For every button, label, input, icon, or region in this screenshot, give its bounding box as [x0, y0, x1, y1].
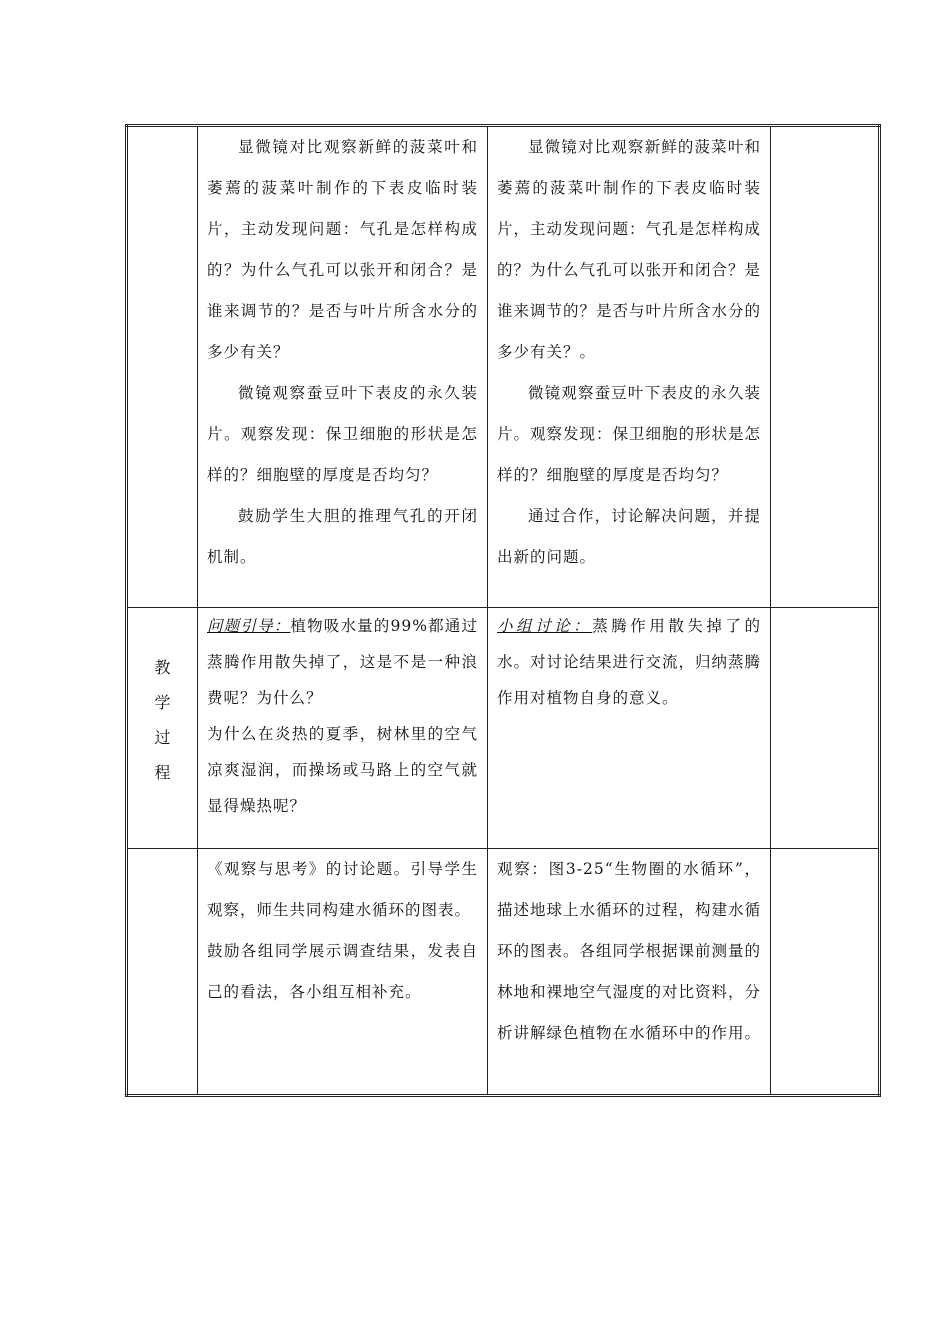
paragraph-text: 植物吸水量的99%都通过蒸腾作用散失掉了，这是不是一种浪费呢？为什么？ [207, 617, 478, 707]
section-label-char: 程 [154, 763, 171, 782]
student-activity-cell [488, 608, 771, 849]
notes-cell [771, 126, 880, 608]
teacher-activity-cell [198, 608, 488, 849]
table-row [127, 126, 880, 608]
table-row [127, 608, 880, 849]
section-label-char: 教 [154, 658, 171, 677]
section-label-cell [127, 608, 198, 849]
student-activity-cell [488, 849, 771, 1096]
paragraph: 微镜观察蚕豆叶下表皮的永久装片。观察发现：保卫细胞的形状是怎样的？细胞壁的厚度是否均匀？ [207, 384, 478, 484]
section-label-cell [127, 849, 198, 1096]
paragraph: 通过合作，讨论解决问题，并提出新的问题。 [497, 507, 761, 566]
section-label-teaching-process [128, 608, 197, 790]
paragraph [497, 608, 761, 716]
paragraph: 显微镜对比观察新鲜的菠菜叶和萎蔫的菠菜叶制作的下表皮临时装片，主动发现问题：气孔是怎样构成的？为什么气孔可以张开和闭合？是谁来调节的？是否与叶片所含水分的多少有关？。 [497, 138, 762, 361]
paragraph: 显微镜对比观察新鲜的菠菜叶和萎蔫的菠菜叶制作的下表皮临时装片，主动发现问题：气孔是怎样构成的？为什么气孔可以张开和闭合？是谁来调节的？是否与叶片所含水分的多少有关？ [207, 138, 478, 361]
paragraph [207, 608, 478, 716]
question-guide-label: 问题引导： [207, 617, 291, 635]
paragraph: 《观察与思考》的讨论题。引导学生观察，师生共同构建水循环的图表。 [207, 860, 478, 919]
notes-cell [771, 608, 880, 849]
paragraph: 鼓励各组同学展示调查结果，发表自己的看法，各小组互相补充。 [207, 942, 478, 1001]
notes-cell [771, 849, 880, 1096]
paragraph: 鼓励学生大胆的推理气孔的开闭机制。 [207, 507, 478, 566]
teacher-activity-cell [198, 126, 488, 608]
paragraph: 观察：图3-25“生物圈的水循环”，描述地球上水循环的过程，构建水循环的图表。各组同学根据课前测量的林地和裸地空气湿度的对比资料，分析讲解绿色植物在水循环中的作用。 [497, 860, 762, 1042]
paragraph-text: 蒸腾作用散失掉了的水。对讨论结果进行交流，归纳蒸腾作用对植物自身的意义。 [497, 617, 762, 707]
section-label-char: 学 [154, 693, 171, 712]
group-discussion-label: 小组讨论： [497, 617, 593, 635]
section-label-char: 过 [154, 728, 171, 747]
lesson-plan-table [125, 124, 881, 1097]
student-activity-cell [488, 126, 771, 608]
paragraph: 为什么在炎热的夏季，树林里的空气凉爽湿润，而操场或马路上的空气就显得燥热呢？ [207, 725, 478, 815]
paragraph: 微镜观察蚕豆叶下表皮的永久装片。观察发现：保卫细胞的形状是怎样的？细胞壁的厚度是否均匀？ [497, 384, 762, 484]
section-label-cell [127, 126, 198, 608]
teacher-activity-cell [198, 849, 488, 1096]
table-row [127, 849, 880, 1096]
